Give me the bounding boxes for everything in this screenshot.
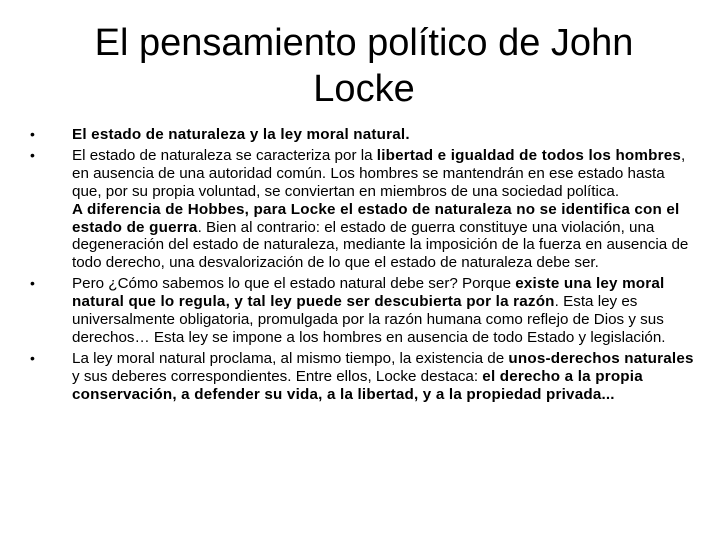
bullet-dot-icon: • xyxy=(30,349,35,366)
bold-text: A diferencia de Hobbes, para Locke el estado de naturaleza no se identifica con el estado de guerra xyxy=(72,200,680,236)
bullet-item xyxy=(28,275,696,347)
body-text: , en ausencia de una autoridad común. Los hombres se mantendrán en ese estado hasta que, por su propia voluntad, se conviertan en miembros de una sociedad política. xyxy=(72,146,686,200)
bullet-item xyxy=(28,350,696,404)
bullet-dot-icon: • xyxy=(30,126,35,142)
bold-text: existe una ley moral natural que lo regula, y tal ley puede ser descubierta por la razón xyxy=(72,275,665,311)
bold-text: el derecho a la propia conservación, a defender su vida, a la libertad, y a la propiedad privada... xyxy=(72,367,643,403)
bold-text: El estado de naturaleza y la ley moral natural. xyxy=(72,126,410,143)
slide-title: El pensamiento político de John Locke xyxy=(94,22,634,110)
bullet-item xyxy=(28,126,696,144)
body-text: El estado de naturaleza se caracteriza por la xyxy=(72,146,377,164)
bullet-dot-icon: • xyxy=(30,275,35,292)
body-text: Pero ¿Cómo sabemos lo que el estado natural debe ser? Porque xyxy=(72,275,516,293)
body-text: y sus deberes correspondientes. Entre ellos, Locke destaca: xyxy=(72,367,483,385)
body-text: . Esta ley es universalmente obligatoria, promulgada por la razón humana como reflejo de Dios y sus derechos… Esta ley se impone a los hombres en ausencia de todo Estado y legislación. xyxy=(72,293,666,346)
bold-text: libertad e igualdad de todos los hombres xyxy=(376,146,681,164)
bullet-list xyxy=(28,126,696,407)
body-text: La ley moral natural proclama, al mismo tiempo, la existencia de xyxy=(72,349,509,367)
bullet-dot-icon: • xyxy=(30,146,35,163)
bold-text: unos-derechos naturales xyxy=(508,349,694,367)
bullet-item xyxy=(28,147,696,272)
body-text: . Bien al contrario: el estado de guerra constituye una violación, una degeneración del estado de naturaleza, mediante la imposición de la fuerza en ausencia de todo derecho, una desvalorización de lo que el estado de naturaleza debe ser. xyxy=(72,218,689,272)
